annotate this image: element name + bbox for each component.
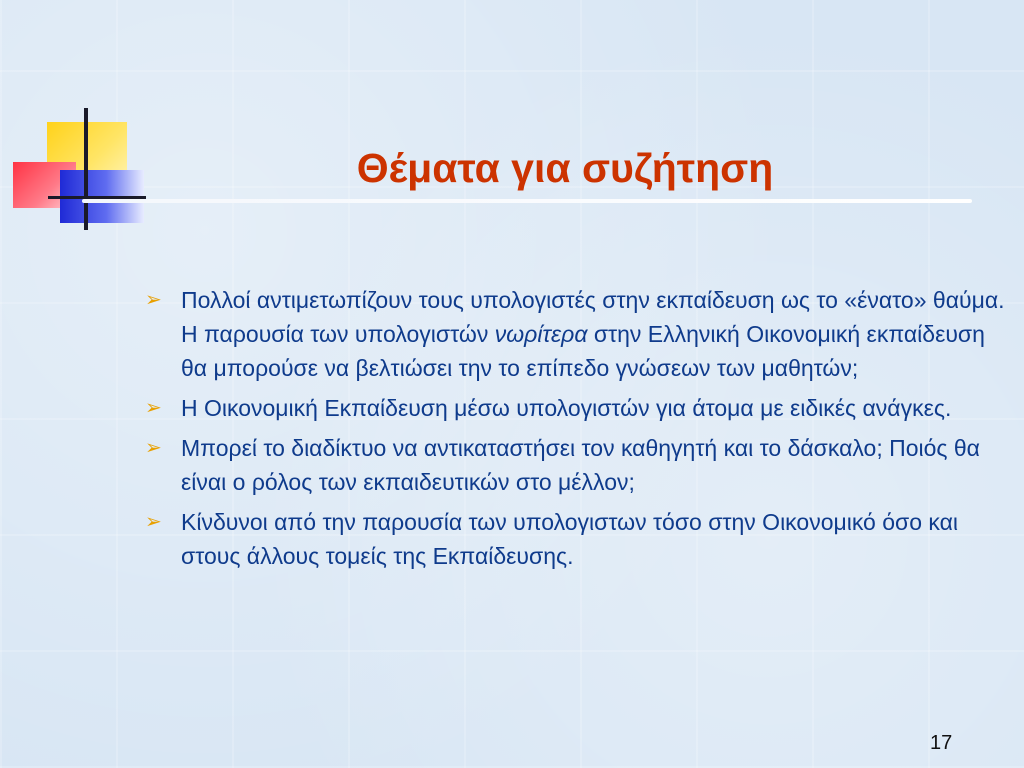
page-number: 17 xyxy=(930,732,953,754)
decorative-logo xyxy=(10,108,150,233)
arrow-right-icon: ➢ xyxy=(145,437,162,459)
arrow-right-icon: ➢ xyxy=(145,397,162,419)
bullet-list xyxy=(145,283,1005,579)
title-underline xyxy=(82,199,972,203)
bullet-text: Μπορεί το διαδίκτυο να αντικαταστήσει τον καθηγητή και το δάσκαλο; Ποιός θα είναι ο ρόλος των εκπαιδευτικών στο μέλλον; xyxy=(181,435,980,495)
bullet-item-2 xyxy=(145,391,1005,425)
bullet-text: Κίνδυνοι από την παρουσία των υπολογιστων τόσο στην Οικονομικό όσο και στους άλλους τομείς της Εκπαίδευσης. xyxy=(181,509,959,569)
bullet-text: Πολλοί αντιμετωπίζουν τους υπολογιστές στην εκπαίδευση ως το «ένατο» θαύμα. Η παρουσία των υπολογιστών xyxy=(181,287,1005,347)
bullet-item-3 xyxy=(145,431,1005,499)
bullet-text: στην Ελληνική Οικονομική εκπαίδευση θα μπορούσε να βελτιώσει την το επίπεδο γνώσεων των μαθητών; xyxy=(181,321,985,381)
bullet-text: Η Οικονομική Εκπαίδευση μέσω υπολογιστών για άτομα με ειδικές ανάγκες. xyxy=(181,395,952,421)
slide-title: Θέματα για συζήτηση xyxy=(356,145,774,191)
logo-vertical-line xyxy=(84,108,88,230)
arrow-right-icon: ➢ xyxy=(145,511,162,533)
bullet-item-4 xyxy=(145,505,1005,573)
arrow-right-icon: ➢ xyxy=(145,289,162,311)
bullet-emphasis: νωρίτερα xyxy=(494,321,588,347)
bullet-item-1 xyxy=(145,283,1005,385)
